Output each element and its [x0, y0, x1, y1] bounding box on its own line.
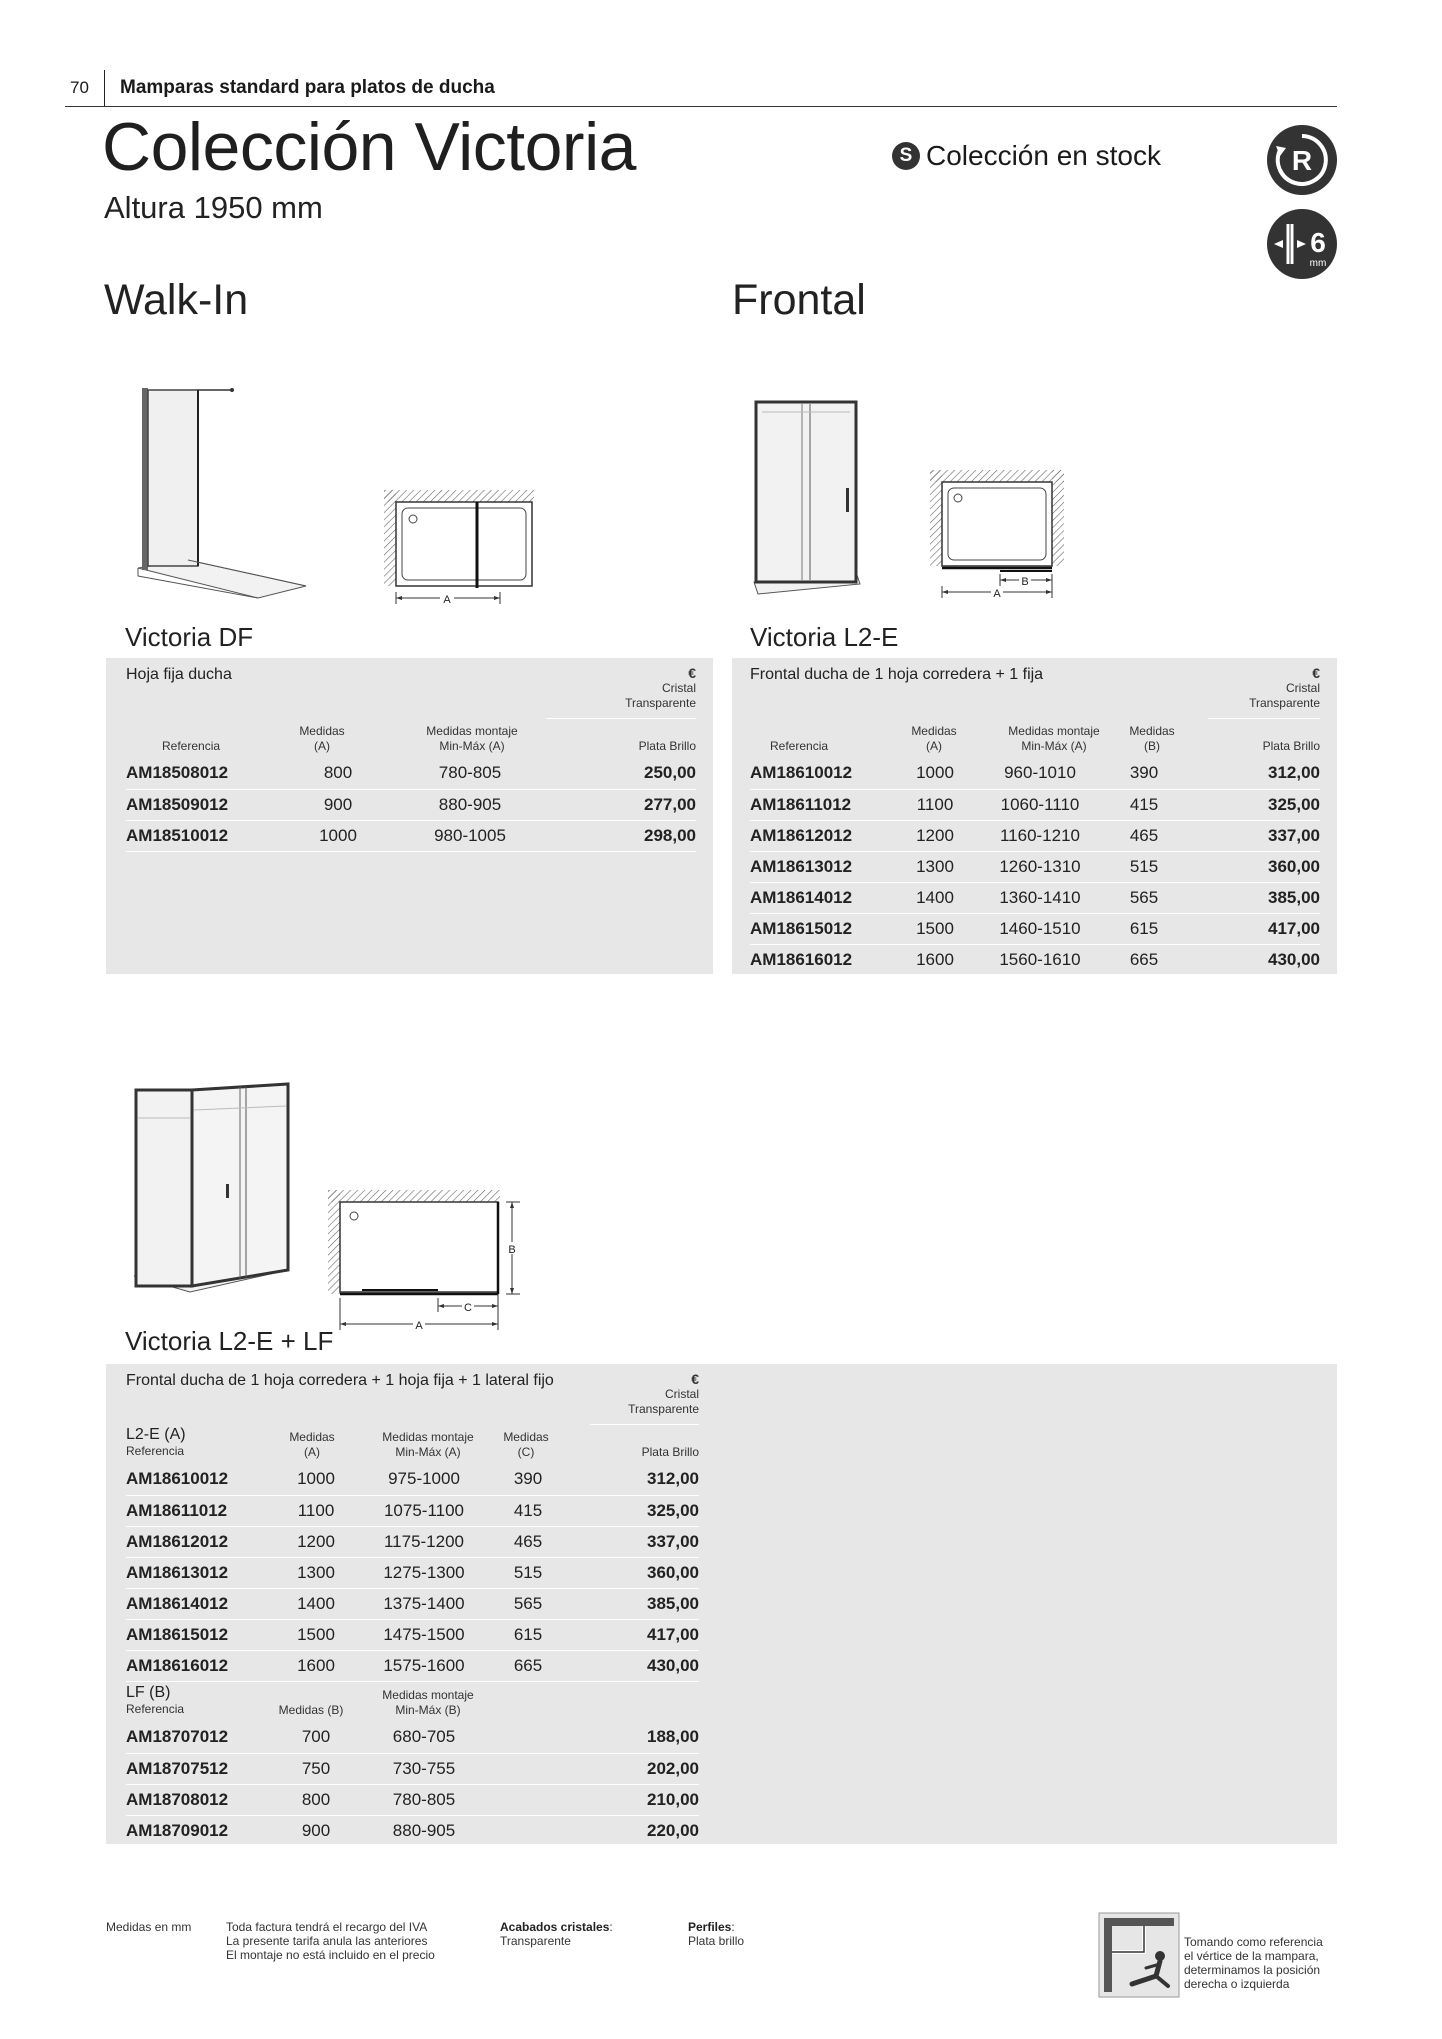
mounting-range-cell: 1275-1300	[356, 1557, 492, 1588]
reference-cell: AM18614012	[126, 1588, 276, 1619]
size-b-cell: 665	[1108, 944, 1180, 975]
mounting-range-cell: 1075-1100	[356, 1495, 492, 1526]
lf-b-col-montaje-l1: Medidas montaje	[382, 1688, 474, 1702]
mounting-range-cell: 1460-1510	[972, 913, 1108, 944]
size-cell: 1000	[276, 1464, 356, 1495]
lf-group-b-title: LF (B)	[126, 1684, 171, 1701]
size-c-cell: 665	[492, 1650, 564, 1681]
section-frontal-title: Frontal	[732, 276, 866, 324]
lf-description: Frontal ducha de 1 hoja corredera + 1 hoja fija + 1 lateral fijo	[126, 1372, 554, 1389]
table-row	[126, 1526, 699, 1557]
df-description: Hoja fija ducha	[126, 666, 232, 683]
lf-group-b-body	[126, 1722, 699, 1846]
size-cell: 1400	[898, 882, 972, 913]
table-row	[126, 1784, 699, 1815]
table-row	[126, 1753, 699, 1784]
table-row	[750, 913, 1320, 944]
reference-cell: AM18707512	[126, 1753, 276, 1784]
lf-a-col-medidas-c-l1: Medidas	[503, 1430, 549, 1444]
size-c-cell: 515	[492, 1557, 564, 1588]
footer-reference-line: Tomando como referencia	[1184, 1935, 1323, 1949]
price-cell: 385,00	[564, 1588, 699, 1619]
lf-a-col-medidas-c-l2: (C)	[517, 1445, 535, 1459]
mounting-range-cell: 1475-1500	[356, 1619, 492, 1650]
price-cell: 385,00	[1180, 882, 1320, 913]
section-walkin-title: Walk-In	[104, 276, 249, 324]
footer-reference-line: el vértice de la mampara,	[1184, 1949, 1319, 1963]
reference-cell: AM18615012	[750, 913, 898, 944]
price-cell: 210,00	[564, 1784, 699, 1815]
lf-finish-header	[546, 1372, 699, 1417]
footer-finishes-label: Acabados cristales	[500, 1920, 610, 1934]
table-row	[126, 1588, 699, 1619]
price-cell: 417,00	[1180, 913, 1320, 944]
lf-a-col-medidas-l2: (A)	[304, 1445, 320, 1459]
df-finish-header	[546, 666, 696, 711]
price-cell: 417,00	[564, 1619, 699, 1650]
l2e-col-montaje	[986, 724, 1122, 754]
l2e-plan-drawing	[928, 468, 1066, 600]
mounting-range-cell: 780-805	[356, 1784, 492, 1815]
df-finish-line1: Cristal	[661, 681, 696, 695]
l2e-finish-rule	[1208, 718, 1320, 719]
empty-cell	[492, 1753, 564, 1784]
df-col-ref: Referencia	[162, 739, 221, 753]
l2e-col-medidas-l1: Medidas	[911, 724, 957, 738]
lf-a-col-medidas-c	[490, 1430, 562, 1460]
df-table	[126, 758, 696, 852]
price-cell: 298,00	[560, 820, 696, 851]
price-cell: 325,00	[1180, 789, 1320, 820]
size-cell: 1200	[276, 1526, 356, 1557]
l2e-col-medidas-b-l2: (B)	[1144, 739, 1160, 753]
lf-b-col-montaje-l2: Min-Máx (B)	[395, 1703, 461, 1717]
mounting-range-cell: 880-905	[356, 1815, 492, 1846]
size-cell: 1500	[898, 913, 972, 944]
reference-cell: AM18613012	[126, 1557, 276, 1588]
l2e-price-panel	[732, 658, 1337, 974]
table-row	[126, 789, 696, 820]
reference-cell: AM18616012	[126, 1650, 276, 1681]
empty-cell	[492, 1722, 564, 1753]
collection-title: Colección Victoria	[102, 109, 637, 185]
size-c-cell: 390	[492, 1464, 564, 1495]
lf-group-b-table	[126, 1722, 699, 1847]
size-b-cell: 565	[1108, 882, 1180, 913]
size-cell: 750	[276, 1753, 356, 1784]
reference-cell: AM18611012	[126, 1495, 276, 1526]
mounting-range-cell: 1360-1410	[972, 882, 1108, 913]
l2e-col-montaje-l1: Medidas montaje	[1008, 724, 1100, 738]
l2e-euro-symbol: €	[1312, 665, 1320, 681]
l2e-dim-a-label: A	[993, 588, 1001, 600]
reference-cell: AM18616012	[750, 944, 898, 975]
table-row	[126, 1619, 699, 1650]
reference-cell: AM18610012	[750, 758, 898, 789]
empty-cell	[492, 1815, 564, 1846]
price-cell: 430,00	[564, 1650, 699, 1681]
table-row	[126, 758, 696, 789]
reversible-r-icon	[1266, 124, 1338, 196]
reversible-r-letter: R	[1291, 145, 1313, 176]
reference-cell: AM18612012	[750, 820, 898, 851]
mounting-range-cell: 730-755	[356, 1753, 492, 1784]
price-cell: 337,00	[1180, 820, 1320, 851]
size-cell: 1200	[898, 820, 972, 851]
footer-profiles-value: Plata brillo	[688, 1934, 745, 1948]
price-cell: 430,00	[1180, 944, 1320, 975]
price-cell: 277,00	[560, 789, 696, 820]
price-cell: 325,00	[564, 1495, 699, 1526]
lf-group-a-table	[126, 1464, 699, 1682]
table-row	[750, 882, 1320, 913]
table-row	[126, 1650, 699, 1681]
price-cell: 202,00	[564, 1753, 699, 1784]
df-finish-rule	[546, 718, 696, 719]
footer-reference-note	[1184, 1935, 1323, 1991]
size-c-cell: 565	[492, 1588, 564, 1619]
footer-reference-line: determinamos la posición	[1184, 1963, 1321, 1977]
lf-perspective-drawing	[130, 1080, 296, 1304]
lf-a-col-price: Plata Brillo	[641, 1445, 699, 1459]
product-name-l2e: Victoria L2-E	[750, 622, 899, 652]
price-cell: 220,00	[564, 1815, 699, 1846]
table-row	[126, 1722, 699, 1753]
mounting-range-cell: 1260-1310	[972, 851, 1108, 882]
reference-cell: AM18510012	[126, 820, 296, 851]
mounting-range-cell: 980-1005	[380, 820, 560, 851]
df-price-panel	[106, 658, 713, 974]
size-b-cell: 390	[1108, 758, 1180, 789]
mounting-range-cell: 1175-1200	[356, 1526, 492, 1557]
l2e-col-price: Plata Brillo	[1262, 739, 1320, 753]
size-cell: 1500	[276, 1619, 356, 1650]
lf-group-a-body	[126, 1464, 699, 1681]
lf-dim-c-label: C	[464, 1302, 472, 1314]
size-cell: 1000	[296, 820, 380, 851]
price-cell: 360,00	[1180, 851, 1320, 882]
reference-cell: AM18611012	[750, 789, 898, 820]
table-row	[126, 1815, 699, 1846]
mounting-range-cell: 680-705	[356, 1722, 492, 1753]
table-row	[750, 820, 1320, 851]
reference-cell: AM18509012	[126, 789, 296, 820]
reference-cell: AM18615012	[126, 1619, 276, 1650]
l2e-finish-header	[1172, 666, 1320, 711]
mounting-range-cell: 1375-1400	[356, 1588, 492, 1619]
lf-group-b-ref-label: Referencia	[126, 1702, 185, 1716]
lf-euro-symbol: €	[691, 1371, 699, 1387]
df-col-medidas-l2: (A)	[314, 739, 330, 753]
reference-cell: AM18508012	[126, 758, 296, 789]
lf-a-col-medidas-l1: Medidas	[289, 1430, 335, 1444]
footer-note: El montaje no está incluido en el precio	[226, 1948, 435, 1962]
df-table-body	[126, 758, 696, 851]
table-row	[126, 1557, 699, 1588]
df-dim-a-label: A	[443, 594, 451, 606]
mounting-range-cell: 780-805	[380, 758, 560, 789]
lf-b-col-medidas: Medidas (B)	[278, 1703, 344, 1717]
mounting-range-cell: 975-1000	[356, 1464, 492, 1495]
footer-note: Toda factura tendrá el recargo del IVA	[226, 1920, 428, 1934]
table-row	[750, 789, 1320, 820]
df-col-price: Plata Brillo	[638, 739, 696, 753]
l2e-table	[750, 758, 1320, 976]
table-row	[750, 758, 1320, 789]
footer-reference-line: derecha o izquierda	[1184, 1977, 1290, 1991]
size-cell: 900	[276, 1815, 356, 1846]
lf-a-col-medidas	[272, 1430, 352, 1460]
page-number: 70	[70, 78, 89, 97]
l2e-finish-line1: Cristal	[1285, 681, 1320, 695]
l2e-col-medidas	[898, 724, 970, 754]
df-col-montaje	[402, 724, 542, 754]
df-col-montaje-l1: Medidas montaje	[426, 724, 518, 738]
lf-group-a-title: L2-E (A)	[126, 1426, 186, 1443]
size-c-cell: 615	[492, 1619, 564, 1650]
price-cell: 312,00	[564, 1464, 699, 1495]
size-b-cell: 415	[1108, 789, 1180, 820]
reference-cell: AM18708012	[126, 1784, 276, 1815]
l2e-col-medidas-b-l1: Medidas	[1129, 724, 1175, 738]
size-cell: 1000	[898, 758, 972, 789]
mounting-range-cell: 1060-1110	[972, 789, 1108, 820]
mounting-range-cell: 880-905	[380, 789, 560, 820]
mounting-range-cell: 960-1010	[972, 758, 1108, 789]
l2e-table-body	[750, 758, 1320, 975]
header-section-title: Mamparas standard para platos de ducha	[120, 77, 495, 98]
lf-a-col-montaje-l1: Medidas montaje	[382, 1430, 474, 1444]
size-b-cell: 515	[1108, 851, 1180, 882]
footer-finishes-value: Transparente	[500, 1934, 571, 1948]
stock-indicator	[892, 140, 1161, 172]
footer-profiles: Perfiles: Plata brillo	[688, 1920, 745, 1948]
size-c-cell: 415	[492, 1495, 564, 1526]
reference-cell: AM18612012	[126, 1526, 276, 1557]
size-cell: 1600	[276, 1650, 356, 1681]
l2e-perspective-drawing	[752, 396, 862, 596]
footer-units: Medidas en mm	[106, 1920, 192, 1934]
product-name-df: Victoria DF	[125, 622, 254, 652]
l2e-finish-line2: Transparente	[1249, 696, 1320, 710]
lf-group-a-ref-label: Referencia	[126, 1444, 185, 1458]
footer-note: La presente tarifa anula las anteriores	[226, 1934, 428, 1948]
lf-dim-b-label: B	[508, 1244, 516, 1256]
mounting-range-cell: 1160-1210	[972, 820, 1108, 851]
table-row	[750, 944, 1320, 975]
glass-6-number: 6	[1310, 227, 1326, 258]
size-b-cell: 615	[1108, 913, 1180, 944]
reference-cell: AM18707012	[126, 1722, 276, 1753]
lf-price-panel	[106, 1364, 1337, 1844]
df-perspective-drawing	[128, 380, 308, 600]
header-rule	[65, 106, 1337, 107]
price-cell: 360,00	[564, 1557, 699, 1588]
lf-plan-drawing	[326, 1186, 532, 1332]
table-row	[126, 1464, 699, 1495]
size-cell: 800	[296, 758, 380, 789]
reference-cell: AM18614012	[750, 882, 898, 913]
lf-finish-line2: Transparente	[628, 1402, 699, 1416]
size-cell: 1600	[898, 944, 972, 975]
lf-a-col-montaje	[360, 1430, 496, 1460]
price-cell: 188,00	[564, 1722, 699, 1753]
lf-b-col-montaje	[360, 1688, 496, 1718]
df-col-montaje-l2: Min-Máx (A)	[439, 739, 505, 753]
header-divider	[104, 70, 105, 106]
l2e-col-medidas-b	[1116, 724, 1188, 754]
lf-finish-rule	[590, 1424, 699, 1425]
df-finish-line2: Transparente	[625, 696, 696, 710]
l2e-col-medidas-l2: (A)	[926, 739, 942, 753]
glass-6-unit: mm	[1309, 258, 1327, 269]
mounting-range-cell: 1560-1610	[972, 944, 1108, 975]
footer-finishes: Acabados cristales: Transparente	[500, 1920, 613, 1948]
glass-6mm-icon	[1266, 208, 1338, 280]
product-name-lf: Victoria L2-E + LF	[125, 1326, 334, 1356]
l2e-dim-b-label: B	[1021, 576, 1029, 588]
reference-cell: AM18613012	[750, 851, 898, 882]
lf-a-col-montaje-l2: Min-Máx (A)	[395, 1445, 461, 1459]
l2e-col-ref: Referencia	[770, 739, 829, 753]
price-cell: 250,00	[560, 758, 696, 789]
mounting-range-cell: 1575-1600	[356, 1650, 492, 1681]
table-row	[126, 820, 696, 851]
l2e-description: Frontal ducha de 1 hoja corredera + 1 fija	[750, 666, 1044, 683]
df-euro-symbol: €	[688, 665, 696, 681]
size-b-cell: 465	[1108, 820, 1180, 851]
price-cell: 337,00	[564, 1526, 699, 1557]
df-col-medidas-l1: Medidas	[299, 724, 345, 738]
size-cell: 1300	[898, 851, 972, 882]
reference-cell: AM18610012	[126, 1464, 276, 1495]
size-cell: 1400	[276, 1588, 356, 1619]
size-cell: 800	[276, 1784, 356, 1815]
size-cell: 1100	[276, 1495, 356, 1526]
orientation-reference-icon	[1098, 1912, 1180, 1998]
df-col-medidas	[286, 724, 358, 754]
table-row	[750, 851, 1320, 882]
l2e-col-montaje-l2: Min-Máx (A)	[1021, 739, 1087, 753]
size-cell: 700	[276, 1722, 356, 1753]
footer-profiles-label: Perfiles	[688, 1920, 732, 1934]
size-c-cell: 465	[492, 1526, 564, 1557]
size-cell: 1100	[898, 789, 972, 820]
empty-cell	[492, 1784, 564, 1815]
reference-cell: AM18709012	[126, 1815, 276, 1846]
df-plan-drawing	[380, 488, 538, 606]
lf-dim-a-label: A	[415, 1320, 423, 1332]
size-cell: 900	[296, 789, 380, 820]
stock-s-icon: S	[892, 142, 920, 170]
stock-label: Colección en stock	[926, 140, 1162, 171]
footer-notes	[226, 1920, 435, 1962]
price-cell: 312,00	[1180, 758, 1320, 789]
collection-subtitle: Altura 1950 mm	[104, 190, 323, 225]
size-cell: 1300	[276, 1557, 356, 1588]
table-row	[126, 1495, 699, 1526]
lf-finish-line1: Cristal	[664, 1387, 699, 1401]
